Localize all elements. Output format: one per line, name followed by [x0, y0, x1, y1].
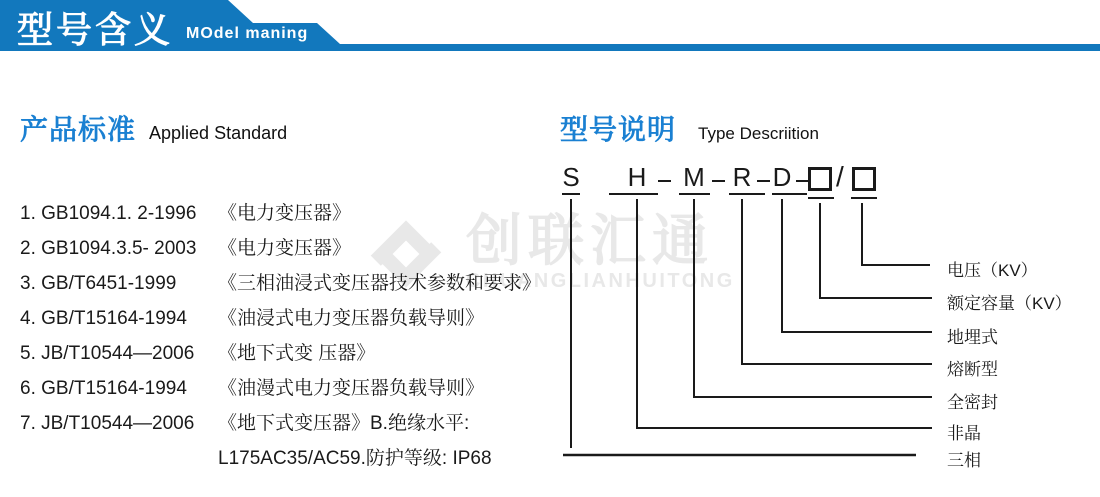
standards-list-item	[20, 196, 560, 231]
applied-standard-title-en: Applied Standard	[149, 123, 288, 143]
watermark-en: CHUANGLIANHUITONG	[466, 270, 735, 292]
underline-box-1	[808, 197, 834, 199]
model-placeholder-box-2	[852, 167, 876, 191]
standard-code: 6. GB/T15164-1994	[20, 378, 187, 399]
standard-title: 《三相油浸式变压器技术参数和要求》	[218, 273, 542, 294]
underline-m	[679, 193, 710, 195]
standard-title: 《油漫式电力变压器负载导则》	[218, 378, 485, 399]
standard-code: 2. GB1094.3.5- 2003	[20, 238, 197, 259]
model-placeholder-box-1	[808, 167, 832, 191]
model-letter-h: H	[627, 162, 647, 192]
standard-title: 《地下式变 压器》	[218, 343, 376, 364]
page-subtitle: MOdel maning	[186, 25, 309, 42]
applied-standard-title-cn: 产品标准	[20, 114, 137, 145]
diagram-label-sealed: 全密封	[947, 393, 998, 412]
underline-d	[772, 193, 807, 195]
diagram-label-capacity: 额定容量（KV）	[947, 294, 1072, 313]
underline-box-2	[851, 197, 877, 199]
leader-line-fuse	[742, 199, 932, 364]
watermark-cn: 创联汇通	[466, 209, 714, 272]
model-slash: /	[836, 161, 844, 192]
standards-list-item	[20, 441, 560, 476]
standards-list	[20, 196, 560, 476]
standards-list-item	[20, 231, 560, 266]
standard-title: 《电力变压器》	[218, 203, 352, 224]
underline-r	[729, 193, 765, 195]
standard-code: 3. GB/T6451-1999	[20, 273, 177, 294]
underline-h	[609, 193, 658, 195]
standard-title: L175AC35/AC59.防护等级: IP68	[218, 448, 492, 469]
standard-code: 1. GB1094.1. 2-1996	[20, 203, 197, 224]
standards-list-item	[20, 301, 560, 336]
standards-list-item	[20, 336, 560, 371]
diagram-label-voltage: 电压（KV）	[947, 261, 1038, 280]
type-description-title-cn: 型号说明	[560, 114, 677, 145]
diagram-label-fuse: 熔断型	[947, 360, 998, 379]
standard-title: 《油浸式电力变压器负载导则》	[218, 308, 485, 329]
diagram-label-threephase: 三相	[947, 451, 981, 470]
standards-list-item	[20, 371, 560, 406]
standard-code: 5. JB/T10544—2006	[20, 343, 195, 364]
leader-line-voltage	[862, 203, 930, 265]
leader-line-buried	[782, 199, 932, 332]
page-title: 型号含义	[17, 9, 174, 50]
underline-s	[562, 193, 580, 195]
model-letter-s: S	[562, 162, 580, 192]
standard-code: 4. GB/T15164-1994	[20, 308, 187, 329]
type-description-title-en: Type Descriition	[698, 124, 819, 143]
standards-list-item	[20, 406, 560, 441]
standard-title: 《地下式变压器》B.绝缘水平:	[218, 413, 470, 434]
leader-line-capacity	[820, 203, 932, 298]
standard-title: 《电力变压器》	[218, 238, 352, 259]
model-letter-d: D	[772, 162, 792, 192]
model-letter-m: M	[683, 162, 705, 192]
diagram-label-amorphous: 非晶	[947, 424, 981, 443]
type-description-heading	[560, 108, 819, 148]
applied-standard-heading	[20, 108, 287, 148]
standards-list-item	[20, 266, 560, 301]
standard-code: 7. JB/T10544—2006	[20, 413, 195, 434]
diagram-label-buried: 地埋式	[947, 328, 998, 347]
model-letter-r: R	[732, 162, 752, 192]
